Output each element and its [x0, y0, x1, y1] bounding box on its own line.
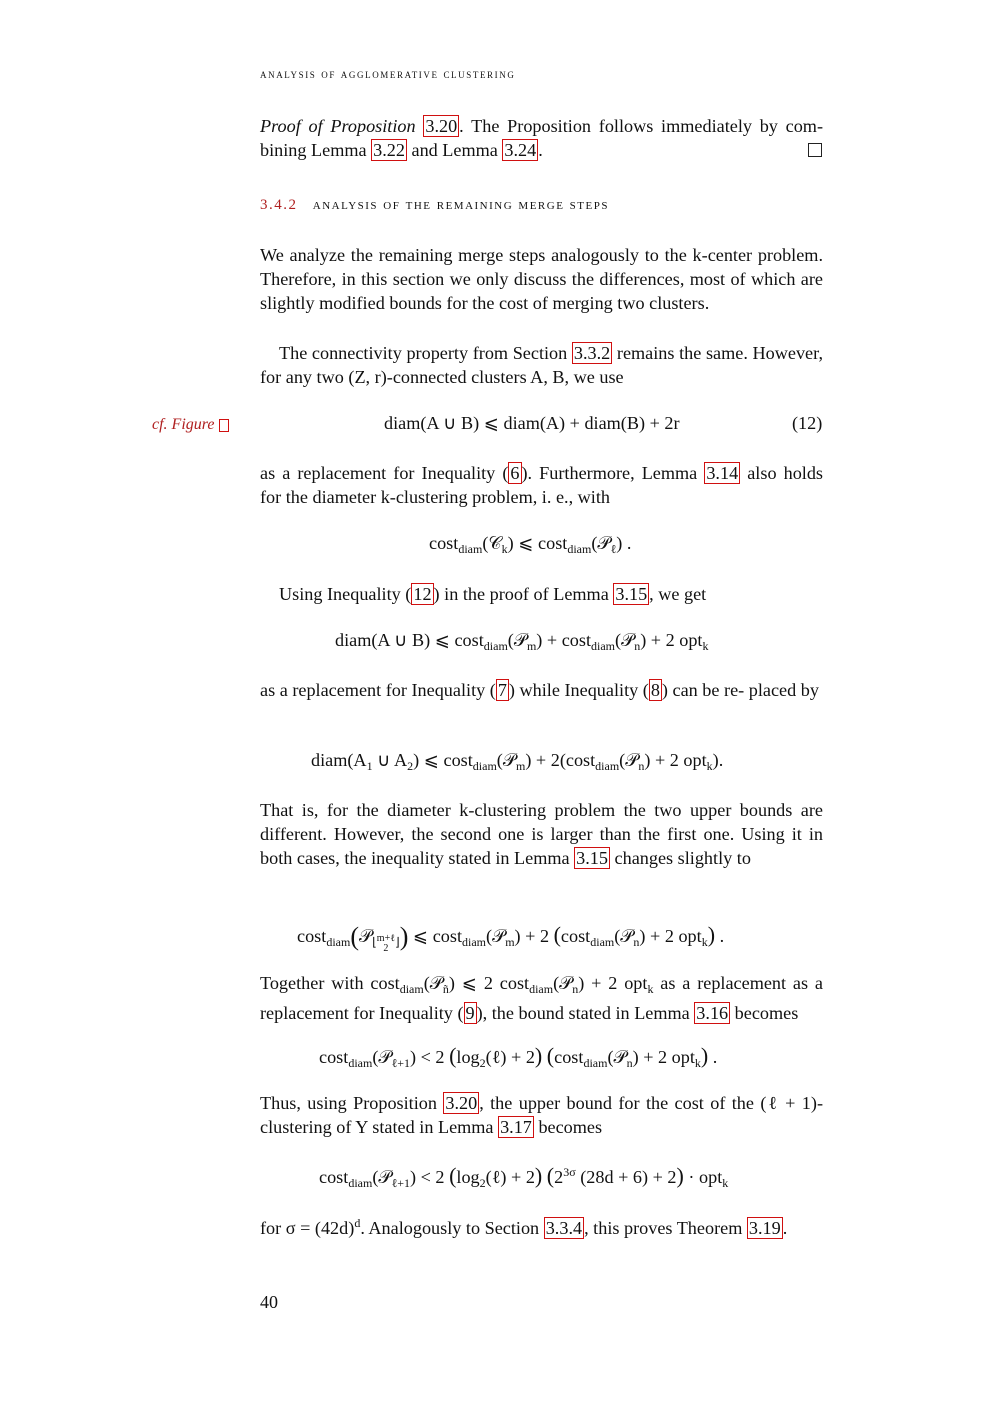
ref-lemma-3-16[interactable]: 3.16	[696, 1003, 729, 1023]
ref-theorem-3-19[interactable]: 3.19	[748, 1218, 781, 1238]
ref-lemma-3-15-b[interactable]: 3.15	[576, 848, 608, 868]
ref-proposition-3-20[interactable]: 3.20	[425, 116, 458, 136]
ref-proposition-3-20-b[interactable]: 3.20	[445, 1093, 478, 1113]
ref-section-3-3-2[interactable]: 3.3.2	[573, 343, 611, 363]
proof-text: .	[538, 140, 543, 160]
paragraph-6: That is, for the diameter k-clustering problem the two upper bounds are different. However, the second one is larger than the first one. Using it in both cases, the inequality stated in Lemma 3.15 changes slightly to	[260, 800, 823, 868]
section-title: analysis of the remaining merge steps	[312, 197, 609, 213]
ref-inequality-9[interactable]: 9	[465, 1003, 475, 1023]
proof-paragraph	[260, 114, 823, 162]
proof-label: Proof of Proposition	[260, 116, 416, 136]
paragraph-4: Using Inequality ( 12 ) in the proof of Lemma 3.15 , we get	[279, 584, 707, 604]
paragraph-7: Together with cost$_{diam}$(𝒫$_ñ$) ⩽ 2 cost$_{diam}$(𝒫$_n$) + 2 opt$_k$ as a replacement as a replacement for Inequality ( 9 ), the bound stated in Lemma 3.16 becomes	[260, 973, 823, 1023]
ref-section-3-3-4[interactable]: 3.3.4	[545, 1218, 583, 1238]
ref-inequality-7[interactable]: 7	[497, 680, 507, 700]
ref-inequality-8[interactable]: 8	[650, 680, 660, 700]
page-number: 40	[260, 1292, 278, 1312]
proof-text: and Lemma	[411, 140, 498, 160]
paragraph-3: as a replacement for Inequality ( 6 ). Furthermore, Lemma 3.14 also holds for the diameter k-clustering problem, i. e., with	[260, 463, 824, 507]
proof-text: . The Proposition follows immediately by com-	[459, 116, 824, 136]
equation-number-12: (12)	[792, 413, 823, 433]
ref-inequality-12[interactable]: 12	[413, 584, 432, 604]
ref-lemma-3-15[interactable]: 3.15	[615, 584, 648, 604]
margin-note: cf. Figure	[152, 416, 229, 434]
equation-final-bound: cost$_{diam}$(𝒫$_{\ell+1}$) < 2 $(\log_2(\ell) + 2)$ ($2^{3\sigma}$ (28d + 6) + 2) · opt$_k$	[319, 1163, 729, 1190]
qed-square-icon	[808, 143, 822, 157]
section-number: 3.4.2	[260, 197, 298, 213]
proof-text: bining Lemma	[260, 140, 367, 160]
equation-diam-a1-a2: $diam(A_1$ ∪ $A_2$) ⩽ cost$_{diam}$(𝒫$_m$) + 2(cost$_{diam}$(𝒫$_n$) + 2 opt$_k$).	[311, 750, 724, 773]
paragraph-2: The connectivity property from Section 3.3.2 remains the same. However, for any two (Z, r)-connected clusters A, B, we use	[260, 343, 824, 387]
equation-diam-bound: diam(A ∪ B) ⩽ cost$_{diam}$(𝒫$_m$) + cost$_{diam}$(𝒫$_n$) + 2 opt$_k$	[335, 630, 709, 653]
equation-cost-ck: cost$_{diam}$(𝒞$_k$) ⩽ cost$_{diam}$(𝒫$_\ell$) .	[429, 533, 632, 556]
ref-lemma-3-14[interactable]: 3.14	[706, 463, 739, 483]
running-header: analysis of agglomerative clustering	[260, 66, 516, 81]
ref-lemma-3-17[interactable]: 3.17	[500, 1117, 532, 1137]
ref-lemma-3-24[interactable]: 3.24	[504, 140, 537, 160]
ref-lemma-3-22[interactable]: 3.22	[373, 140, 405, 160]
paragraph-8: Thus, using Proposition 3.20 , the upper bound for the cost of the (ℓ + 1)-clustering of Y stated in Lemma 3.17 becomes	[260, 1093, 824, 1137]
equation-cost-l-plus-1: cost$_{diam}$(𝒫$_{\ell+1}$) < 2 $(\log_2(\ell) + 2)$ (cost$_{diam}$(𝒫$_n$) + 2 opt$_k$) .	[319, 1043, 718, 1070]
paragraph-5: as a replacement for Inequality ( 7 ) while Inequality ( 8 ) can be re- placed by	[260, 680, 819, 700]
equation-12: diam(A ∪ B) ⩽ diam(A) + diam(B) + 2r	[384, 413, 680, 433]
section-heading	[260, 197, 609, 214]
ref-figure-8[interactable]	[219, 419, 229, 432]
ref-inequality-6[interactable]: 6	[510, 463, 520, 483]
paragraph-1: We analyze the remaining merge steps analogously to the k-center problem. Therefore, in this section we only discuss the differences, most of which are slightly modified bounds for the cost of merging two clusters.	[260, 245, 823, 313]
equation-cost-floor: cost$_{diam}$(𝒫$_{⌊m+\ell 2 ⌋}$) ⩽ cost$_{diam}$(𝒫$_m$) + 2 (cost$_{diam}$(𝒫$_n$) + 2 opt$_k$) .	[297, 922, 725, 954]
paragraph-9: for $\sigma = (42d)^d$. Analogously to Section 3.3.4 , this proves Theorem 3.19 .	[260, 1216, 788, 1238]
